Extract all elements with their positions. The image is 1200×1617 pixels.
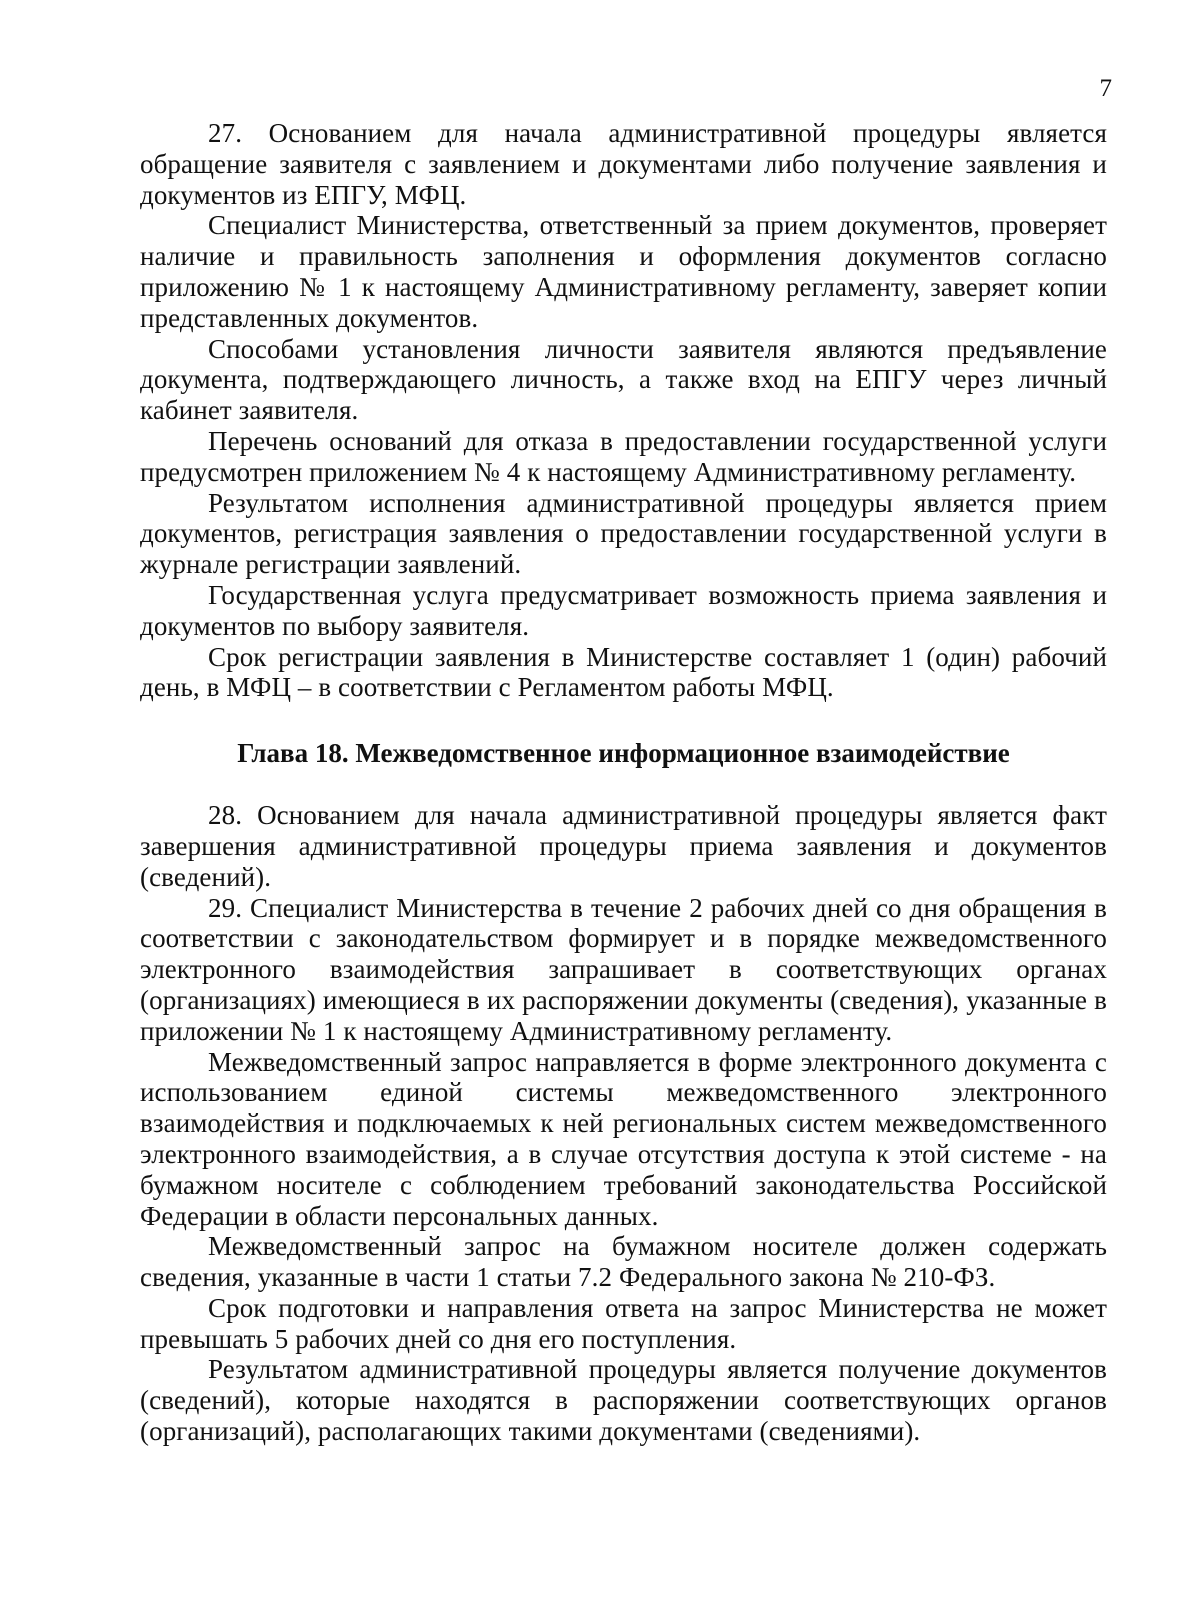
paragraph-28: 28. Основанием для начала административной процедуры является факт завершения административной процедуры приема заявления и документов (сведений). — [140, 800, 1107, 892]
paragraph-applicant-choice: Государственная услуга предусматривает возможность приема заявления и документов по выбору заявителя. — [140, 579, 1107, 641]
paragraph-procedure-result: Результатом исполнения административной процедуры является прием документов, регистрация заявления о предоставлении государственной услуги в журнале регистрации заявлений. — [140, 487, 1107, 580]
page-number: 7 — [1099, 75, 1112, 102]
paragraph-paper-request: Межведомственный запрос на бумажном носителе должен содержать сведения, указанные в части 1 статьи 7.2 Федерального закона № 210-ФЗ. — [140, 1231, 1107, 1293]
paragraph-registration-term: Срок регистрации заявления в Министерстве составляет 1 (один) рабочий день, в МФЦ – в соответствии с Регламентом работы МФЦ. — [140, 641, 1107, 703]
paragraph-response-term: Срок подготовки и направления ответа на запрос Министерства не может превышать 5 рабочих дней со дня его поступления. — [140, 1292, 1107, 1354]
paragraph-electronic-request: Межведомственный запрос направляется в форме электронного документа с использованием единой системы межведомственного электронного взаимодействия и подключаемых к ней региональных систем межведомственного электронного взаимодействия, а в случае отсутствия доступа к этой системе - на бумажном носителе с соблюдением требований законодательства Российской Федерации в области персональных данных. — [140, 1046, 1107, 1231]
paragraph-29: 29. Специалист Министерства в течение 2 рабочих дней со дня обращения в соответствии с законодательством формирует и в порядке межведомственного электронного взаимодействия запрашивает в соответствующих органах (организациях) имеющиеся в их распоряжении документы (сведения), указанные в приложении № 1 к настоящему Административному регламенту. — [140, 892, 1107, 1046]
paragraph-refusal-grounds: Перечень оснований для отказа в предоставлении государственной услуги предусмотрен приложением № 4 к настоящему Административному регламенту. — [140, 425, 1107, 487]
paragraph-document-check: Специалист Министерства, ответственный за прием документов, проверяет наличие и правильность заполнения и оформления документов согласно приложению № 1 к настоящему Административному регламенту, заверяет копии представленных документов. — [140, 210, 1107, 333]
paragraph-final-result: Результатом административной процедуры является получение документов (сведений), которые находятся в распоряжении соответствующих органов (организаций), располагающих такими документами (сведениями). — [140, 1354, 1107, 1447]
paragraph-identity-verification: Способами установления личности заявителя являются предъявление документа, подтверждающего личность, а также вход на ЕПГУ через личный кабинет заявителя. — [140, 333, 1107, 426]
paragraph-27: 27. Основанием для начала административной процедуры является обращение заявителя с заявлением и документами либо получение заявления и документов из ЕПГУ, МФЦ. — [140, 118, 1107, 210]
chapter-heading: Глава 18. Межведомственное информационное взаимодействие — [237, 738, 1010, 769]
document-body — [140, 118, 1107, 1447]
